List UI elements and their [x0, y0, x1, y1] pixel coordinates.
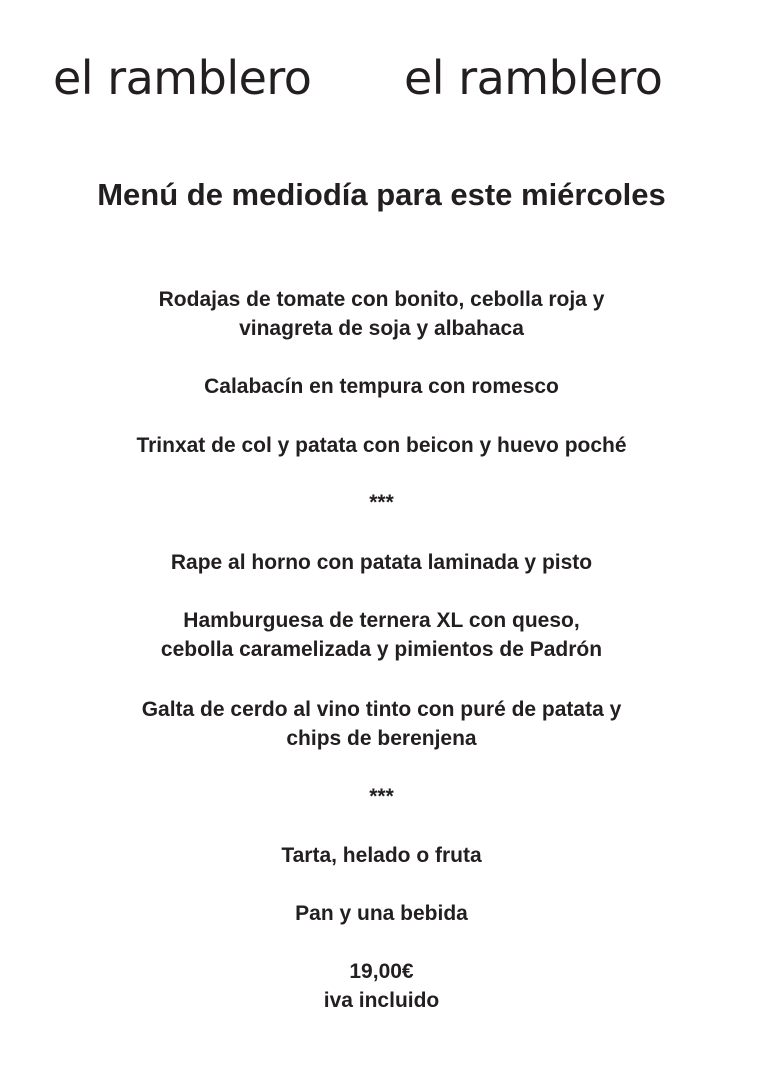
separator-2: ***	[369, 785, 394, 808]
price: 19,00€	[349, 960, 414, 983]
starter-2: Calabacín en tempura con romesco	[204, 375, 559, 398]
starter-1-line-1: Rodajas de tomate con bonito, cebolla roja y	[158, 288, 605, 311]
main-3-line-2: chips de berenjena	[286, 727, 477, 750]
starter-1-line-2: vinagreta de soja y albahaca	[239, 317, 524, 340]
brand-name-right: el ramblero	[404, 51, 663, 105]
main-2-line-2: cebolla caramelizada y pimientos de Padrón	[160, 638, 603, 661]
dessert: Tarta, helado o fruta	[281, 844, 482, 867]
separator-1: ***	[369, 491, 394, 514]
brand-name-left: el ramblero	[53, 51, 312, 105]
starter-3: Trinxat de col y patata con beicon y huevo poché	[136, 434, 627, 457]
menu-title: Menú de mediodía para este miércoles	[97, 177, 666, 212]
main-2-line-1: Hamburguesa de ternera XL con queso,	[183, 609, 580, 632]
tax-note: iva incluido	[323, 989, 440, 1012]
main-3-line-1: Galta de cerdo al vino tinto con puré de patata y	[141, 698, 622, 721]
bread-drink: Pan y una bebida	[295, 902, 468, 925]
main-1: Rape al horno con patata laminada y pisto	[170, 551, 593, 574]
